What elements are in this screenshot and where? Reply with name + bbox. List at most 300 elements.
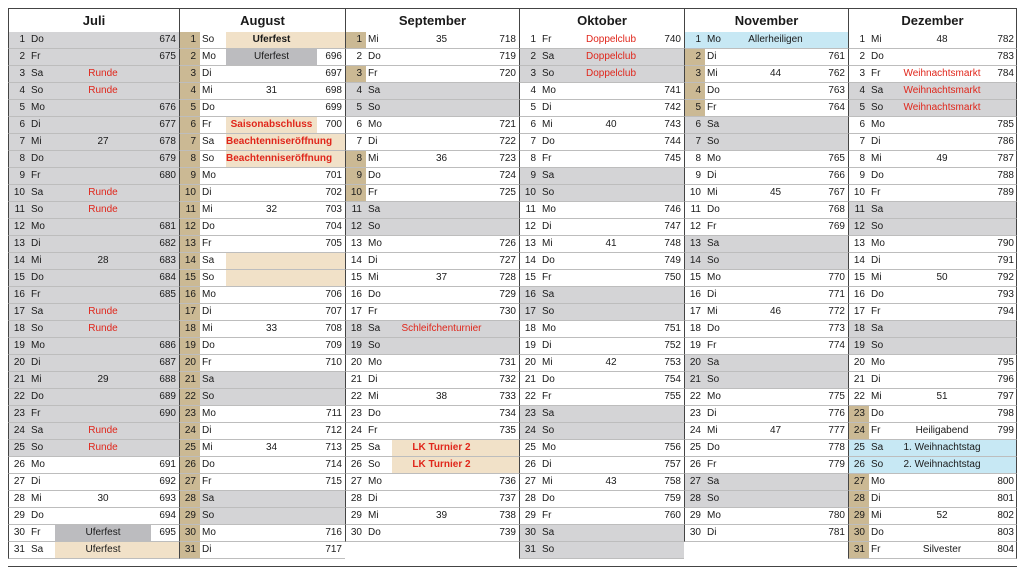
day-row[interactable] bbox=[519, 134, 684, 151]
day-row[interactable] bbox=[179, 49, 345, 66]
day-row[interactable] bbox=[848, 355, 1017, 372]
day-row[interactable] bbox=[684, 321, 848, 338]
day-row[interactable] bbox=[519, 525, 684, 542]
day-row[interactable] bbox=[8, 185, 179, 202]
day-row[interactable] bbox=[8, 304, 179, 321]
day-number: 28 bbox=[350, 493, 362, 504]
month-header: August bbox=[179, 8, 345, 32]
day-row[interactable] bbox=[345, 321, 519, 338]
day-number: 24 bbox=[524, 425, 536, 436]
day-counter: 715 bbox=[325, 476, 342, 487]
day-row[interactable] bbox=[848, 32, 1017, 49]
day-counter: 772 bbox=[828, 306, 845, 317]
day-counter: 776 bbox=[828, 408, 845, 419]
day-row[interactable] bbox=[848, 100, 1017, 117]
event-label: Uferfest bbox=[252, 34, 291, 45]
day-row[interactable] bbox=[345, 117, 519, 134]
day-row[interactable] bbox=[519, 423, 684, 440]
day-row[interactable] bbox=[179, 32, 345, 49]
weekday-label: Di bbox=[707, 51, 717, 62]
event-label: Heiligabend bbox=[915, 425, 969, 436]
day-row[interactable] bbox=[345, 270, 519, 287]
day-row[interactable] bbox=[519, 49, 684, 66]
day-row[interactable] bbox=[684, 117, 848, 134]
day-row[interactable] bbox=[179, 202, 345, 219]
day-row[interactable] bbox=[345, 66, 519, 83]
day-row[interactable] bbox=[179, 525, 345, 542]
day-row[interactable] bbox=[179, 185, 345, 202]
day-row[interactable] bbox=[8, 134, 179, 151]
event-label: Silvester bbox=[922, 544, 962, 555]
day-row[interactable] bbox=[684, 66, 848, 83]
weekday-label: So bbox=[368, 459, 381, 470]
day-row[interactable] bbox=[8, 270, 179, 287]
day-row[interactable] bbox=[179, 253, 345, 270]
day-row[interactable] bbox=[848, 151, 1017, 168]
day-row[interactable] bbox=[345, 49, 519, 66]
day-row[interactable] bbox=[519, 355, 684, 372]
day-row[interactable] bbox=[345, 525, 519, 542]
day-row[interactable] bbox=[684, 389, 848, 406]
day-row[interactable] bbox=[179, 236, 345, 253]
day-counter: 733 bbox=[499, 391, 516, 402]
day-row[interactable] bbox=[345, 457, 519, 474]
day-number: 18 bbox=[350, 323, 362, 334]
day-counter: 680 bbox=[159, 170, 176, 181]
event-label: Runde bbox=[88, 425, 118, 436]
day-row[interactable] bbox=[8, 287, 179, 304]
day-row[interactable] bbox=[848, 66, 1017, 83]
day-row[interactable] bbox=[848, 389, 1017, 406]
day-row[interactable] bbox=[519, 457, 684, 474]
day-row[interactable] bbox=[179, 355, 345, 372]
day-number: 18 bbox=[689, 323, 701, 334]
day-number: 12 bbox=[13, 221, 25, 232]
event-background bbox=[226, 253, 345, 269]
day-row[interactable] bbox=[848, 508, 1017, 525]
day-row[interactable] bbox=[519, 440, 684, 457]
day-row[interactable] bbox=[519, 389, 684, 406]
day-row[interactable] bbox=[179, 66, 345, 83]
day-row[interactable] bbox=[179, 474, 345, 491]
day-counter: 731 bbox=[499, 357, 516, 368]
day-row[interactable] bbox=[345, 423, 519, 440]
weekday-label: Mi bbox=[707, 68, 718, 79]
day-row[interactable] bbox=[8, 338, 179, 355]
day-counter: 736 bbox=[499, 476, 516, 487]
day-counter: 790 bbox=[997, 238, 1014, 249]
day-number: 23 bbox=[13, 408, 25, 419]
day-row[interactable] bbox=[179, 151, 345, 168]
day-row[interactable] bbox=[179, 338, 345, 355]
day-row[interactable] bbox=[848, 491, 1017, 508]
day-number: 14 bbox=[350, 255, 362, 266]
day-row[interactable] bbox=[848, 372, 1017, 389]
week-number: 39 bbox=[435, 510, 448, 521]
week-number: 34 bbox=[265, 442, 278, 453]
day-row[interactable] bbox=[179, 508, 345, 525]
day-row[interactable] bbox=[848, 219, 1017, 236]
day-number: 5 bbox=[859, 102, 865, 113]
day-row[interactable] bbox=[848, 287, 1017, 304]
day-row[interactable] bbox=[8, 253, 179, 270]
day-number: 5 bbox=[356, 102, 362, 113]
day-row[interactable] bbox=[848, 474, 1017, 491]
day-counter: 753 bbox=[664, 357, 681, 368]
day-number: 8 bbox=[530, 153, 536, 164]
weekday-label: Sa bbox=[542, 170, 555, 181]
day-row[interactable] bbox=[179, 542, 345, 559]
weekday-label: Fr bbox=[202, 238, 212, 249]
day-row[interactable] bbox=[848, 440, 1017, 457]
day-row[interactable] bbox=[519, 219, 684, 236]
day-row[interactable] bbox=[519, 270, 684, 287]
day-row[interactable] bbox=[345, 219, 519, 236]
day-row[interactable] bbox=[848, 270, 1017, 287]
week-number: 32 bbox=[265, 204, 278, 215]
day-row[interactable] bbox=[848, 83, 1017, 100]
day-counter: 737 bbox=[499, 493, 516, 504]
day-number: 17 bbox=[13, 306, 25, 317]
day-row[interactable] bbox=[345, 338, 519, 355]
day-number: 6 bbox=[859, 119, 865, 130]
weekday-label: Di bbox=[31, 238, 41, 249]
day-row[interactable] bbox=[345, 168, 519, 185]
weekday-label: So bbox=[871, 340, 884, 351]
day-row[interactable] bbox=[8, 406, 179, 423]
day-row[interactable] bbox=[684, 219, 848, 236]
day-row[interactable] bbox=[179, 423, 345, 440]
weekday-label: Sa bbox=[542, 289, 555, 300]
day-number: 26 bbox=[13, 459, 25, 470]
day-row[interactable] bbox=[848, 423, 1017, 440]
day-number: 8 bbox=[180, 151, 200, 167]
day-row[interactable] bbox=[848, 117, 1017, 134]
day-row[interactable] bbox=[519, 185, 684, 202]
weekday-label: Mi bbox=[542, 119, 553, 130]
day-number: 9 bbox=[530, 170, 536, 181]
day-row[interactable] bbox=[179, 117, 345, 134]
day-row[interactable] bbox=[684, 100, 848, 117]
day-counter: 802 bbox=[997, 510, 1014, 521]
day-number: 13 bbox=[13, 238, 25, 249]
day-counter: 799 bbox=[997, 425, 1014, 436]
day-number: 23 bbox=[180, 406, 200, 422]
weekday-label: So bbox=[31, 323, 44, 334]
day-row[interactable] bbox=[684, 151, 848, 168]
day-number: 29 bbox=[350, 510, 362, 521]
day-number: 9 bbox=[180, 168, 200, 184]
weekday-label: Do bbox=[31, 153, 44, 164]
day-row[interactable] bbox=[345, 202, 519, 219]
day-row[interactable] bbox=[179, 372, 345, 389]
day-row[interactable] bbox=[345, 508, 519, 525]
day-row[interactable] bbox=[519, 474, 684, 491]
day-number: 29 bbox=[13, 510, 25, 521]
day-row[interactable] bbox=[345, 440, 519, 457]
day-row[interactable] bbox=[519, 83, 684, 100]
weekday-label: Do bbox=[31, 510, 44, 521]
day-row[interactable] bbox=[8, 321, 179, 338]
day-number: 13 bbox=[524, 238, 536, 249]
day-row[interactable] bbox=[345, 406, 519, 423]
day-row[interactable] bbox=[8, 202, 179, 219]
day-number: 19 bbox=[689, 340, 701, 351]
day-row[interactable] bbox=[519, 202, 684, 219]
weekday-label: Do bbox=[368, 170, 381, 181]
day-row[interactable] bbox=[848, 406, 1017, 423]
day-row[interactable] bbox=[519, 151, 684, 168]
day-row[interactable] bbox=[848, 525, 1017, 542]
day-counter: 683 bbox=[159, 255, 176, 266]
day-row[interactable] bbox=[179, 457, 345, 474]
weekday-label: Mi bbox=[368, 34, 379, 45]
day-row[interactable] bbox=[8, 219, 179, 236]
day-row[interactable] bbox=[684, 474, 848, 491]
event-label: Weihnachtsmarkt bbox=[903, 68, 981, 79]
day-row[interactable] bbox=[345, 474, 519, 491]
day-row[interactable] bbox=[519, 287, 684, 304]
day-row[interactable] bbox=[345, 185, 519, 202]
day-row[interactable] bbox=[345, 253, 519, 270]
day-counter: 676 bbox=[159, 102, 176, 113]
weekday-label: Mi bbox=[31, 493, 42, 504]
day-row[interactable] bbox=[519, 542, 684, 559]
day-row[interactable] bbox=[519, 66, 684, 83]
day-row[interactable] bbox=[519, 491, 684, 508]
weekday-label: Mo bbox=[368, 238, 382, 249]
week-number: 45 bbox=[769, 187, 782, 198]
day-row[interactable] bbox=[8, 355, 179, 372]
day-number: 23 bbox=[350, 408, 362, 419]
day-number: 20 bbox=[13, 357, 25, 368]
day-number: 26 bbox=[180, 457, 200, 473]
day-row[interactable] bbox=[179, 491, 345, 508]
weekday-label: Di bbox=[542, 221, 552, 232]
day-row[interactable] bbox=[684, 236, 848, 253]
day-row[interactable] bbox=[519, 321, 684, 338]
day-row[interactable] bbox=[848, 202, 1017, 219]
day-row[interactable] bbox=[519, 236, 684, 253]
day-number: 3 bbox=[530, 68, 536, 79]
week-number: 33 bbox=[265, 323, 278, 334]
day-row[interactable] bbox=[179, 440, 345, 457]
day-row[interactable] bbox=[8, 66, 179, 83]
weekday-label: Mo bbox=[202, 527, 216, 538]
day-row[interactable] bbox=[179, 389, 345, 406]
day-counter: 769 bbox=[828, 221, 845, 232]
day-row[interactable] bbox=[8, 457, 179, 474]
day-number: 15 bbox=[180, 270, 200, 286]
day-row[interactable] bbox=[684, 525, 848, 542]
day-row[interactable] bbox=[519, 508, 684, 525]
day-row[interactable] bbox=[345, 32, 519, 49]
day-row[interactable] bbox=[848, 236, 1017, 253]
day-row[interactable] bbox=[8, 423, 179, 440]
day-row[interactable] bbox=[8, 440, 179, 457]
day-row[interactable] bbox=[684, 49, 848, 66]
day-row[interactable] bbox=[8, 474, 179, 491]
weekday-label: So bbox=[542, 68, 555, 79]
day-row[interactable] bbox=[848, 304, 1017, 321]
event-label: 2. Weihnachtstag bbox=[903, 459, 981, 470]
weekday-label: Sa bbox=[31, 187, 44, 198]
day-row[interactable] bbox=[345, 491, 519, 508]
day-row[interactable] bbox=[8, 32, 179, 49]
day-number: 31 bbox=[13, 544, 25, 555]
day-row[interactable] bbox=[345, 304, 519, 321]
day-row[interactable] bbox=[519, 304, 684, 321]
day-row[interactable] bbox=[684, 338, 848, 355]
day-row[interactable] bbox=[684, 134, 848, 151]
weekday-label: Mo bbox=[368, 119, 382, 130]
day-row[interactable] bbox=[848, 542, 1017, 559]
weekday-label: Di bbox=[707, 289, 717, 300]
day-row[interactable] bbox=[345, 355, 519, 372]
day-number: 23 bbox=[689, 408, 701, 419]
day-counter: 794 bbox=[997, 306, 1014, 317]
day-row[interactable] bbox=[179, 287, 345, 304]
day-counter: 713 bbox=[325, 442, 342, 453]
day-row[interactable] bbox=[345, 287, 519, 304]
event-label: Uferfest bbox=[85, 527, 121, 538]
day-row[interactable] bbox=[345, 83, 519, 100]
day-row[interactable] bbox=[519, 168, 684, 185]
day-row[interactable] bbox=[848, 338, 1017, 355]
day-row[interactable] bbox=[684, 423, 848, 440]
day-number: 8 bbox=[19, 153, 25, 164]
day-row[interactable] bbox=[179, 83, 345, 100]
day-row[interactable] bbox=[684, 202, 848, 219]
day-row[interactable] bbox=[8, 389, 179, 406]
day-row[interactable] bbox=[345, 134, 519, 151]
weekday-label: So bbox=[542, 544, 555, 555]
day-row[interactable] bbox=[179, 304, 345, 321]
day-row[interactable] bbox=[345, 236, 519, 253]
day-row[interactable] bbox=[684, 457, 848, 474]
day-row[interactable] bbox=[684, 270, 848, 287]
day-row[interactable] bbox=[848, 321, 1017, 338]
weekday-label: Di bbox=[542, 340, 552, 351]
weekday-label: Mi bbox=[202, 85, 213, 96]
day-row[interactable] bbox=[345, 372, 519, 389]
day-number: 11 bbox=[14, 204, 25, 215]
day-row[interactable] bbox=[8, 83, 179, 100]
day-row[interactable] bbox=[684, 185, 848, 202]
day-row[interactable] bbox=[848, 134, 1017, 151]
day-row[interactable] bbox=[8, 236, 179, 253]
day-row[interactable] bbox=[684, 491, 848, 508]
day-row[interactable] bbox=[179, 270, 345, 287]
day-counter: 764 bbox=[828, 102, 845, 113]
day-row[interactable] bbox=[8, 491, 179, 508]
weekday-label: Sa bbox=[542, 527, 555, 538]
week-number: 29 bbox=[97, 374, 109, 385]
day-row[interactable] bbox=[8, 49, 179, 66]
weekday-label: Sa bbox=[31, 306, 44, 317]
day-number: 14 bbox=[180, 253, 200, 269]
day-row[interactable] bbox=[179, 219, 345, 236]
day-row[interactable] bbox=[848, 457, 1017, 474]
day-row[interactable] bbox=[519, 372, 684, 389]
day-row[interactable] bbox=[8, 372, 179, 389]
day-number: 13 bbox=[180, 236, 200, 252]
bottom-border bbox=[8, 566, 1017, 567]
day-row[interactable] bbox=[684, 253, 848, 270]
day-row[interactable] bbox=[684, 355, 848, 372]
day-row[interactable] bbox=[8, 168, 179, 185]
day-row[interactable] bbox=[519, 32, 684, 49]
day-row[interactable] bbox=[848, 49, 1017, 66]
day-number: 18 bbox=[180, 321, 200, 337]
weekday-label: Do bbox=[707, 204, 720, 215]
day-row[interactable] bbox=[8, 100, 179, 117]
weekday-label: Fr bbox=[707, 459, 717, 470]
weekday-label: Mi bbox=[368, 153, 379, 164]
day-row[interactable] bbox=[179, 100, 345, 117]
week-number: 41 bbox=[605, 238, 617, 249]
day-row[interactable] bbox=[684, 287, 848, 304]
day-row[interactable] bbox=[684, 508, 848, 525]
day-row[interactable] bbox=[684, 168, 848, 185]
day-row[interactable] bbox=[684, 83, 848, 100]
day-counter: 743 bbox=[664, 119, 681, 130]
day-row[interactable] bbox=[519, 338, 684, 355]
day-row[interactable] bbox=[684, 440, 848, 457]
day-row[interactable] bbox=[8, 117, 179, 134]
month-header: September bbox=[345, 8, 519, 32]
day-row[interactable] bbox=[179, 321, 345, 338]
weekday-label: Sa bbox=[542, 51, 555, 62]
day-row[interactable] bbox=[345, 100, 519, 117]
day-row[interactable] bbox=[8, 542, 179, 559]
day-number: 1 bbox=[859, 34, 865, 45]
event-label: Doppelclub bbox=[585, 34, 637, 45]
day-row[interactable] bbox=[8, 525, 179, 542]
day-row[interactable] bbox=[684, 304, 848, 321]
day-counter: 707 bbox=[325, 306, 342, 317]
day-row[interactable] bbox=[519, 253, 684, 270]
day-counter: 742 bbox=[664, 102, 681, 113]
day-number: 10 bbox=[180, 185, 200, 201]
day-row[interactable] bbox=[848, 185, 1017, 202]
day-row[interactable] bbox=[684, 32, 848, 49]
day-row[interactable] bbox=[848, 168, 1017, 185]
day-row[interactable] bbox=[684, 372, 848, 389]
day-row[interactable] bbox=[8, 151, 179, 168]
day-row[interactable] bbox=[179, 168, 345, 185]
day-row[interactable] bbox=[345, 389, 519, 406]
day-row[interactable] bbox=[519, 406, 684, 423]
day-counter: 757 bbox=[664, 459, 681, 470]
day-row[interactable] bbox=[8, 508, 179, 525]
day-number: 13 bbox=[853, 238, 865, 249]
day-counter: 804 bbox=[997, 544, 1014, 555]
day-counter: 770 bbox=[828, 272, 845, 283]
day-counter: 675 bbox=[159, 51, 176, 62]
day-row[interactable] bbox=[179, 406, 345, 423]
day-row[interactable] bbox=[519, 100, 684, 117]
day-row[interactable] bbox=[519, 117, 684, 134]
event-label: Uferfest bbox=[85, 544, 121, 555]
day-number: 12 bbox=[180, 219, 200, 235]
day-row[interactable] bbox=[345, 151, 519, 168]
day-row[interactable] bbox=[848, 253, 1017, 270]
day-counter: 686 bbox=[159, 340, 176, 351]
day-row[interactable] bbox=[179, 134, 345, 151]
day-row[interactable] bbox=[684, 406, 848, 423]
day-number: 8 bbox=[695, 153, 701, 164]
